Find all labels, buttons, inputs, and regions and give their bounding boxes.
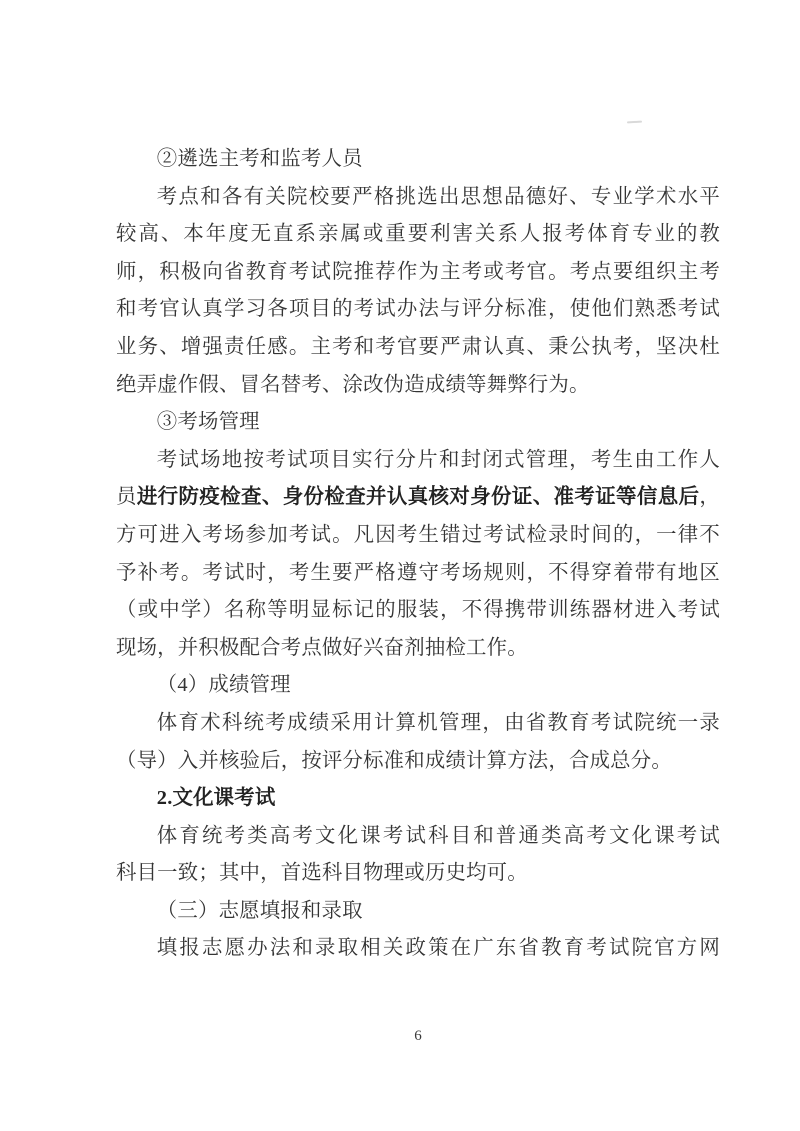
bold-emphasis: 2.文化课考试 <box>156 787 276 810</box>
text-run: 考点和各有关院校要严格挑选出思想品德好、专业学术水平 <box>156 185 720 208</box>
text-run: 体育术科统考成绩采用计算机管理，由省教育考试院统一录 <box>156 711 720 734</box>
text-line <box>116 517 720 555</box>
text-line <box>116 141 720 179</box>
text-line <box>116 479 720 517</box>
text-line <box>116 630 720 668</box>
text-run: 绝弄虚作假、冒名替考、涂改伪造成绩等舞弊行为。 <box>116 373 590 396</box>
text-line <box>116 855 720 893</box>
text-line <box>116 216 720 254</box>
text-line <box>116 818 720 856</box>
text-line <box>116 404 720 442</box>
text-line <box>116 179 720 217</box>
text-run: 方可进入考场参加考试。凡因考生错过考试检录时间的，一律不 <box>116 523 720 546</box>
text-run: （导）入并核验后，按评分标准和成绩计算方法，合成总分。 <box>116 749 672 772</box>
text-line <box>116 329 720 367</box>
text-run: 体育统考类高考文化课考试科目和普通类高考文化课考试 <box>156 824 720 847</box>
text-run: 师，积极向省教育考试院推荐作为主考或考官。考点要组织主考 <box>116 260 720 283</box>
text-run: 予补考。考试时，考生要严格遵守考场规则，不得穿着带有地区 <box>116 561 720 584</box>
text-run: （或中学）名称等明显标记的服装，不得携带训练器材进入考试 <box>116 599 720 622</box>
text-run: 科目一致；其中，首选科目物理或历史均可。 <box>116 862 528 885</box>
scan-artifact <box>627 121 642 124</box>
text-run: 较高、本年度无直系亲属或重要利害关系人报考体育专业的教 <box>116 223 720 246</box>
text-line <box>116 930 720 968</box>
text-run: ③考场管理 <box>156 411 260 434</box>
text-line <box>116 780 720 818</box>
text-line <box>116 291 720 329</box>
page-footer <box>116 1026 720 1046</box>
text-run: （三）志愿填报和录取 <box>156 899 363 922</box>
text-run: 考试场地按考试项目实行分片和封闭式管理，考生由工作人 <box>156 448 720 471</box>
text-run: 和考官认真学习各项目的考试办法与评分标准，使他们熟悉考试 <box>116 298 720 321</box>
text-line <box>116 743 720 781</box>
text-line <box>116 254 720 292</box>
text-line <box>116 705 720 743</box>
text-line <box>116 667 720 705</box>
page-number: 6 <box>414 1028 422 1044</box>
text-line <box>116 592 720 630</box>
text-run: 业务、增强责任感。主考和考官要严肃认真、秉公执考，坚决杜 <box>116 335 720 358</box>
text-line <box>116 367 720 405</box>
text-line <box>116 442 720 480</box>
document-body <box>116 141 720 968</box>
bold-emphasis: 进行防疫检查、身份检查并认真核对身份证、准考证等信息后 <box>136 486 700 509</box>
text-run: （4）成绩管理 <box>156 674 291 697</box>
text-run: 现场，并积极配合考点做好兴奋剂抽检工作。 <box>116 636 528 659</box>
text-run: 填报志愿办法和录取相关政策在广东省教育考试院官方网 <box>156 937 720 960</box>
text-run: ②遴选主考和监考人员 <box>156 148 363 170</box>
text-run: 员 <box>116 486 137 509</box>
text-run: ， <box>699 486 720 509</box>
text-line <box>116 893 720 931</box>
text-line <box>116 555 720 593</box>
